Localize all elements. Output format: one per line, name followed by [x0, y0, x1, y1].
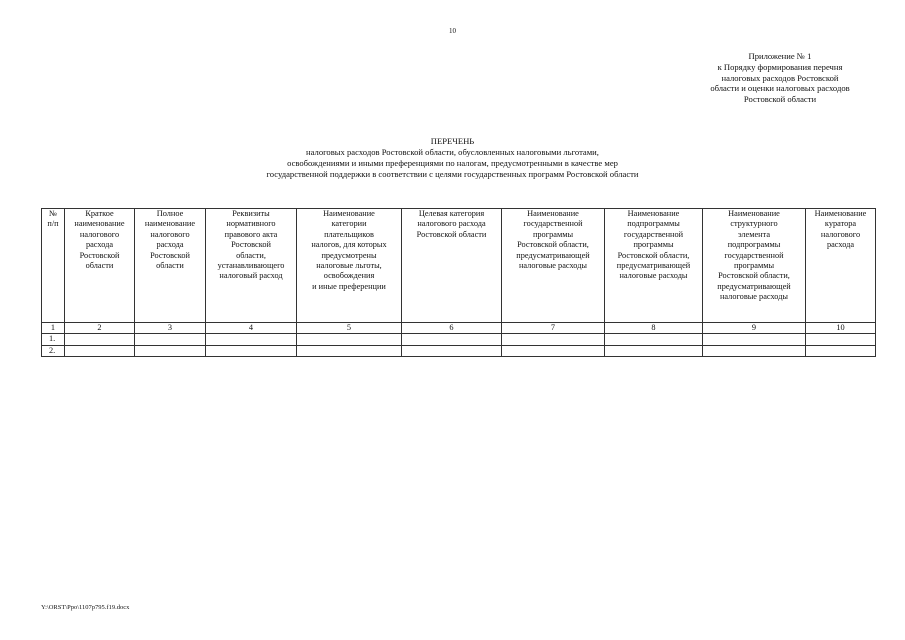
header-line: правового акта [224, 229, 278, 239]
table-row [42, 345, 876, 356]
header-line: налоговый расход [219, 271, 283, 281]
header-line: расхода [85, 240, 114, 250]
header-line: предусматривающей [616, 261, 691, 271]
table-cell [65, 334, 135, 345]
header-line: наименование [144, 219, 196, 229]
header-line: налогового расхода [417, 219, 486, 229]
header-line: Ростовской [231, 240, 271, 250]
header-line: налоговые расходы [619, 271, 688, 281]
subtitle-line: государственной поддержки в соответствии с целями государственных программ Ростовской области [266, 168, 639, 179]
table-cell [297, 334, 402, 345]
header-line: п/п [47, 219, 59, 229]
header-line: № [49, 209, 57, 218]
header-line: Наименование [527, 209, 579, 218]
column-number-cell: 3 [135, 323, 206, 334]
header-cell [42, 209, 65, 323]
table-cell [65, 345, 135, 356]
column-number-cell: 8 [605, 323, 703, 334]
header-line: подпрограммы [727, 240, 781, 250]
header-line: предусматривающей [717, 281, 791, 291]
header-line: программы [633, 240, 674, 250]
header-cell [402, 209, 502, 323]
appendix-line: Приложение № 1 [748, 51, 812, 61]
column-number-cell: 2 [65, 323, 135, 334]
column-number-cell: 10 [806, 323, 876, 334]
document-subtitle [0, 147, 905, 179]
header-line: области [85, 261, 114, 271]
header-line: элемента [737, 229, 771, 239]
column-number-cell: 5 [297, 323, 402, 334]
header-line: налогового [150, 229, 190, 239]
header-line: структурного [730, 219, 778, 229]
header-line: категории [331, 219, 367, 229]
header-line: наименование [74, 219, 125, 229]
table-cell [135, 334, 206, 345]
tax-expenditure-table [41, 208, 876, 357]
document-title: ПЕРЕЧЕНЬ [430, 136, 475, 146]
subtitle-line: налоговых расходов Ростовской области, обусловленных налоговыми льготами, [306, 147, 599, 157]
header-cell [65, 209, 135, 323]
page-number: 10 [449, 27, 456, 35]
header-line: области, [236, 250, 266, 260]
header-cell [502, 209, 605, 323]
header-line: Краткое [85, 209, 114, 218]
header-line: Ростовской [79, 250, 120, 260]
column-number-cell: 6 [402, 323, 502, 334]
header-cell [206, 209, 297, 323]
header-line: Ростовской области, [718, 271, 790, 281]
subtitle-line: освобождениями и иными преференциями по налогам, предусмотренными в качестве мер [287, 157, 618, 168]
header-line: куратора [824, 219, 857, 229]
header-line: налогов, для которых [311, 240, 387, 250]
header-line: государственной [724, 250, 784, 260]
header-line: предусмотрены [321, 250, 377, 260]
header-line: устанавливающего [217, 261, 285, 271]
header-line: налогового [820, 229, 861, 239]
column-number-cell: 9 [703, 323, 806, 334]
table-cell [502, 345, 605, 356]
table-cell [135, 345, 206, 356]
row-number-cell: 2. [42, 345, 65, 356]
appendix-line: Ростовской области [743, 94, 817, 105]
header-line: освобождения [323, 271, 375, 281]
header-cell [135, 209, 206, 323]
table-cell [206, 345, 297, 356]
table-cell [605, 334, 703, 345]
header-line: и иные преференции [312, 281, 386, 291]
header-line: Ростовской [150, 250, 190, 260]
header-line: Ростовской области [416, 229, 487, 239]
header-line: Ростовской области, [617, 250, 690, 260]
header-line: предусматривающей [516, 250, 590, 260]
file-path-footer: Y:\ORST\Ppo\1107p795.f19.docx [41, 604, 130, 611]
header-line: подпрограммы [627, 219, 680, 229]
table-cell [297, 345, 402, 356]
header-line: Наименование [627, 209, 680, 218]
header-line: налоговые расходы [518, 261, 588, 271]
header-line: налоговые льготы, [316, 261, 382, 271]
table-cell [806, 334, 876, 345]
appendix-block [680, 51, 880, 105]
header-line: расхода [826, 240, 855, 250]
header-line: Ростовской области, [517, 240, 589, 250]
header-cell [605, 209, 703, 323]
header-line: нормативного [226, 219, 276, 229]
column-number-cell: 4 [206, 323, 297, 334]
table-cell [703, 345, 806, 356]
table-row [42, 334, 876, 345]
header-cell [806, 209, 876, 323]
column-number-row [42, 323, 876, 334]
header-line: налогового [79, 229, 120, 239]
appendix-line: к Порядку формирования перечня [717, 61, 843, 72]
header-cell [297, 209, 402, 323]
header-line: области [156, 261, 184, 271]
header-line: государственной [523, 219, 583, 229]
header-line: Реквизиты [232, 209, 270, 218]
header-line: программы [532, 229, 574, 239]
header-line: государственной [623, 229, 684, 239]
table-cell [806, 345, 876, 356]
header-line: плательщиков [324, 229, 374, 239]
column-number-cell: 7 [502, 323, 605, 334]
table-cell [605, 345, 703, 356]
table-cell [402, 334, 502, 345]
header-line: Наименование [728, 209, 780, 218]
header-cell [703, 209, 806, 323]
header-line: Наименование [814, 209, 867, 218]
header-line: программы [733, 261, 775, 271]
appendix-line: области и оценки налоговых расходов [710, 83, 850, 94]
table-cell [703, 334, 806, 345]
header-line: налоговые расходы [719, 292, 789, 302]
header-line: Целевая категория [418, 209, 485, 218]
table-cell [502, 334, 605, 345]
table-cell [206, 334, 297, 345]
table-header-row [42, 209, 876, 323]
header-line: расхода [156, 240, 184, 250]
appendix-line: налоговых расходов Ростовской [721, 72, 839, 83]
header-line: Полное [156, 209, 184, 218]
column-number-cell: 1 [42, 323, 65, 334]
header-line: Наименование [323, 209, 375, 218]
table-cell [402, 345, 502, 356]
row-number-cell: 1. [42, 334, 65, 345]
